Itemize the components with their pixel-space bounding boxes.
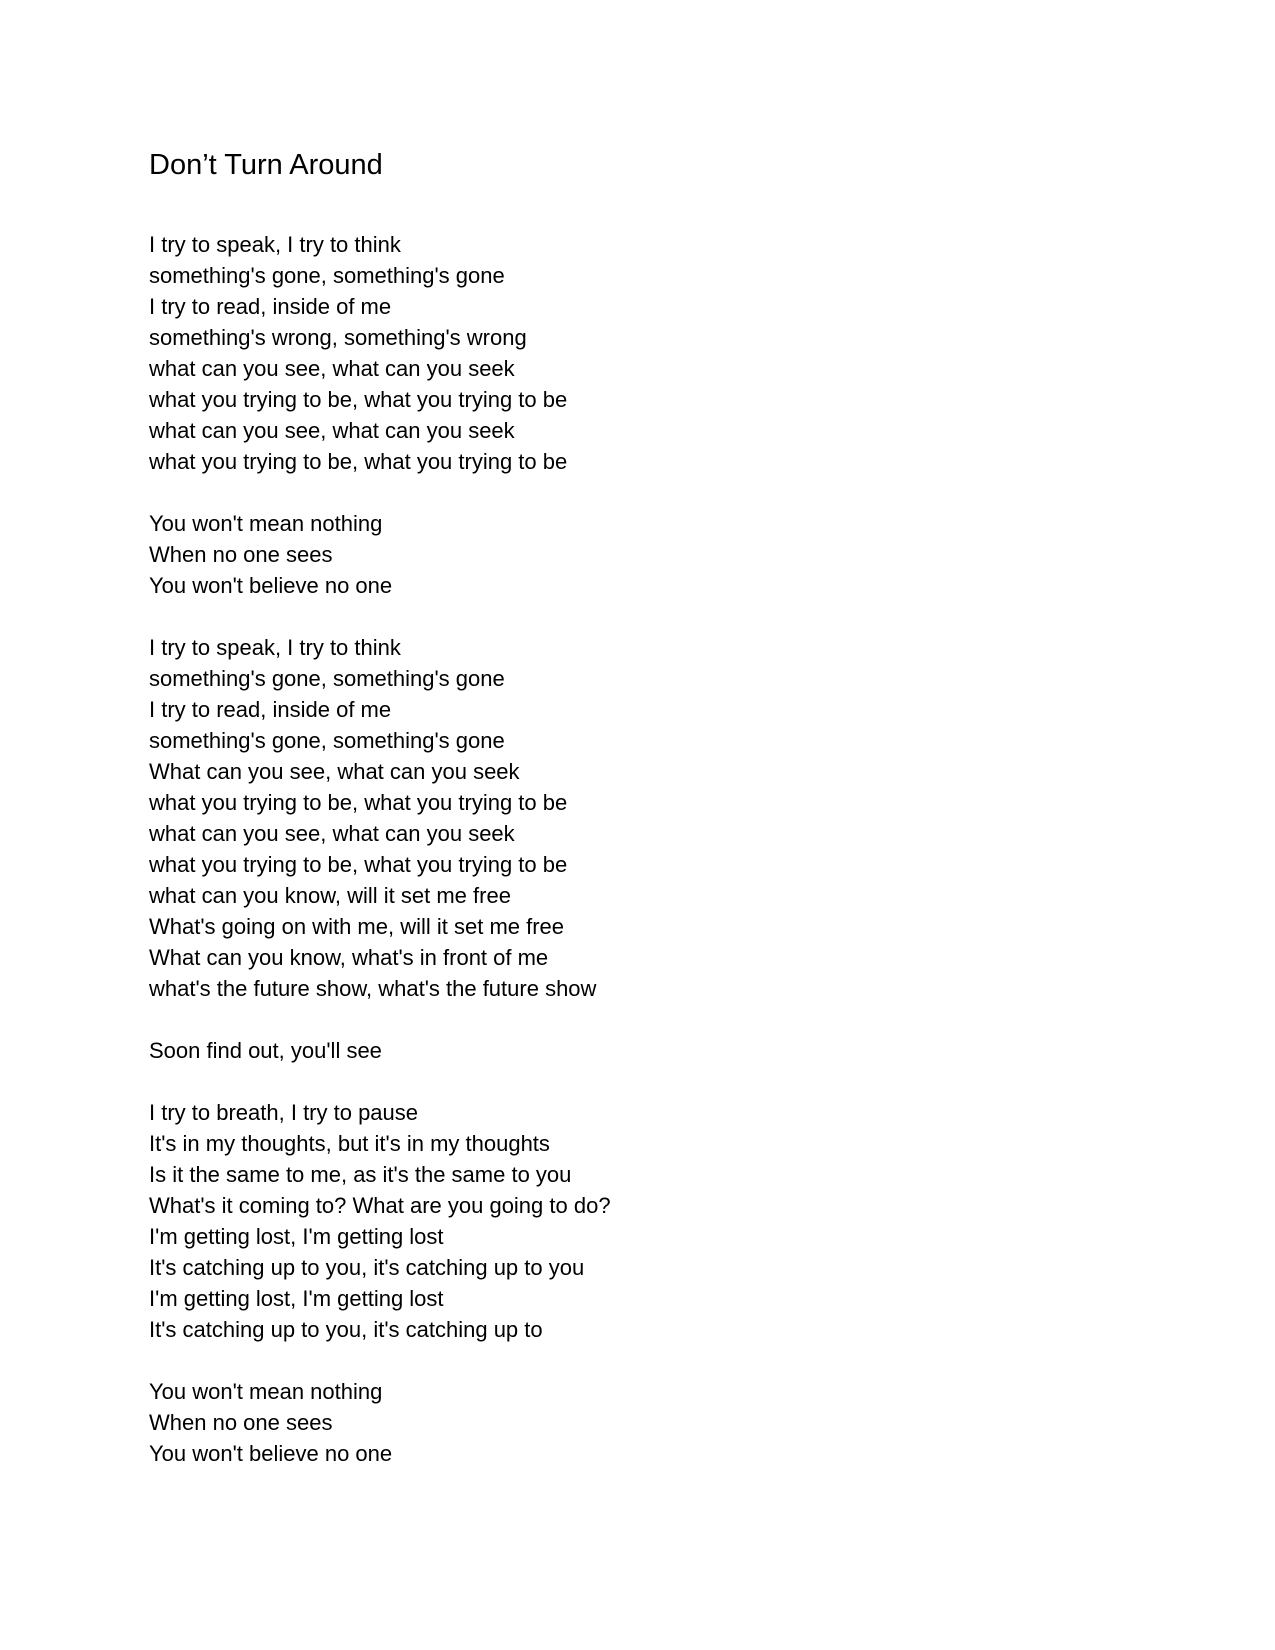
lyric-line: what you trying to be, what you trying to be [149,852,568,877]
lyric-line: what can you see, what can you seek [149,356,515,381]
lyric-line: something's wrong, something's wrong [149,325,527,350]
lyric-line: Is it the same to me, as it's the same to you [149,1162,572,1187]
stanza [149,508,1149,601]
lyric-line: You won't mean nothing [149,1379,383,1404]
lyric-line: I try to breath, I try to pause [149,1100,419,1125]
lyric-line: I try to read, inside of me [149,697,392,722]
lyric-line: I try to read, inside of me [149,294,392,319]
lyric-line: I'm getting lost, I'm getting lost [149,1224,444,1249]
lyric-line: something's gone, something's gone [149,728,505,753]
lyric-line: what you trying to be, what you trying to be [149,449,568,474]
lyric-line: You won't believe no one [149,573,393,598]
stanza [149,229,1149,477]
lyric-line: When no one sees [149,1410,333,1435]
stanza [149,1035,1149,1066]
lyric-line: You won't believe no one [149,1441,393,1466]
lyrics-body [149,229,1149,1500]
lyric-line: What's it coming to? What are you going to do? [149,1193,611,1218]
lyric-line: something's gone, something's gone [149,666,505,691]
lyric-line: what you trying to be, what you trying to be [149,790,568,815]
lyric-line: I'm getting lost, I'm getting lost [149,1286,444,1311]
document-title: Don’t Turn Around [149,149,383,181]
lyric-line: What's going on with me, will it set me free [149,914,565,939]
lyric-line: It's catching up to you, it's catching up to you [149,1255,585,1280]
lyric-line: You won't mean nothing [149,511,383,536]
lyric-line: what can you see, what can you seek [149,821,515,846]
lyric-line: what's the future show, what's the future show [149,976,597,1001]
lyric-line: I try to speak, I try to think [149,232,401,257]
lyric-line: I try to speak, I try to think [149,635,401,660]
lyric-line: what can you know, will it set me free [149,883,511,908]
lyric-line: what you trying to be, what you trying to be [149,387,568,412]
stanza [149,1376,1149,1469]
stanza [149,632,1149,1004]
stanza [149,1097,1149,1345]
lyric-line: It's in my thoughts, but it's in my thoughts [149,1131,550,1156]
lyric-line: Soon find out, you'll see [149,1038,382,1063]
lyric-line: what can you see, what can you seek [149,418,515,443]
lyric-line: What can you know, what's in front of me [149,945,549,970]
lyric-line: What can you see, what can you seek [149,759,520,784]
lyric-line: It's catching up to you, it's catching up to [149,1317,543,1342]
lyric-line: something's gone, something's gone [149,263,505,288]
lyric-line: When no one sees [149,542,333,567]
